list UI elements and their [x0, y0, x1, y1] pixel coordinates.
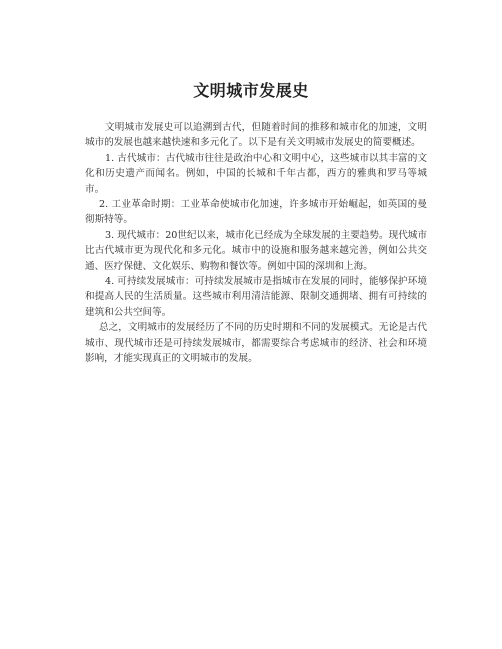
conclusion-paragraph: 总之，文明城市的发展经历了不同的历史时期和不同的发展模式。无论是古代城市、现代城市还是可持续发展城市，都需要综合考虑城市的经济、社会和环境影响，才能实现真正的文明城市的发展。 — [85, 322, 427, 365]
intro-paragraph: 文明城市发展史可以追溯到古代，但随着时间的推移和城市化的加速，文明城市的发展也越来越快速和多元化了。以下是有关文明城市发展史的简要概述。 — [85, 122, 427, 149]
sustainable-city-paragraph: 4. 可持续发展城市：可持续发展城市是指城市在发展的同时，能够保护环境和提高人民的生活质量。这些城市利用清洁能源、限制交通拥堵、拥有可持续的建筑和公共空间等。 — [85, 276, 427, 318]
modern-city-paragraph: 3. 现代城市：20世纪以来，城市化已经成为全球发展的主要趋势。现代城市比古代城市更为现代化和多元化。城市中的设施和服务越来越完善，例如公共交通、医疗保健、文化娱乐、购物和餐饮等。例如中国的深圳和上海。 — [85, 229, 427, 272]
document-title: 文明城市发展史 — [193, 81, 309, 100]
ancient-city-paragraph: 1. 古代城市：古代城市往往是政治中心和文明中心，这些城市以其丰富的文化和历史遗产而闻名。例如，中国的长城和千年古都，西方的雅典和罗马等城市。 — [85, 152, 427, 195]
industrial-revolution-paragraph: 2. 工业革命时期：工业革命使城市化加速，许多城市开始崛起，如英国的曼彻斯特等。 — [85, 199, 427, 226]
document-body — [85, 120, 427, 367]
